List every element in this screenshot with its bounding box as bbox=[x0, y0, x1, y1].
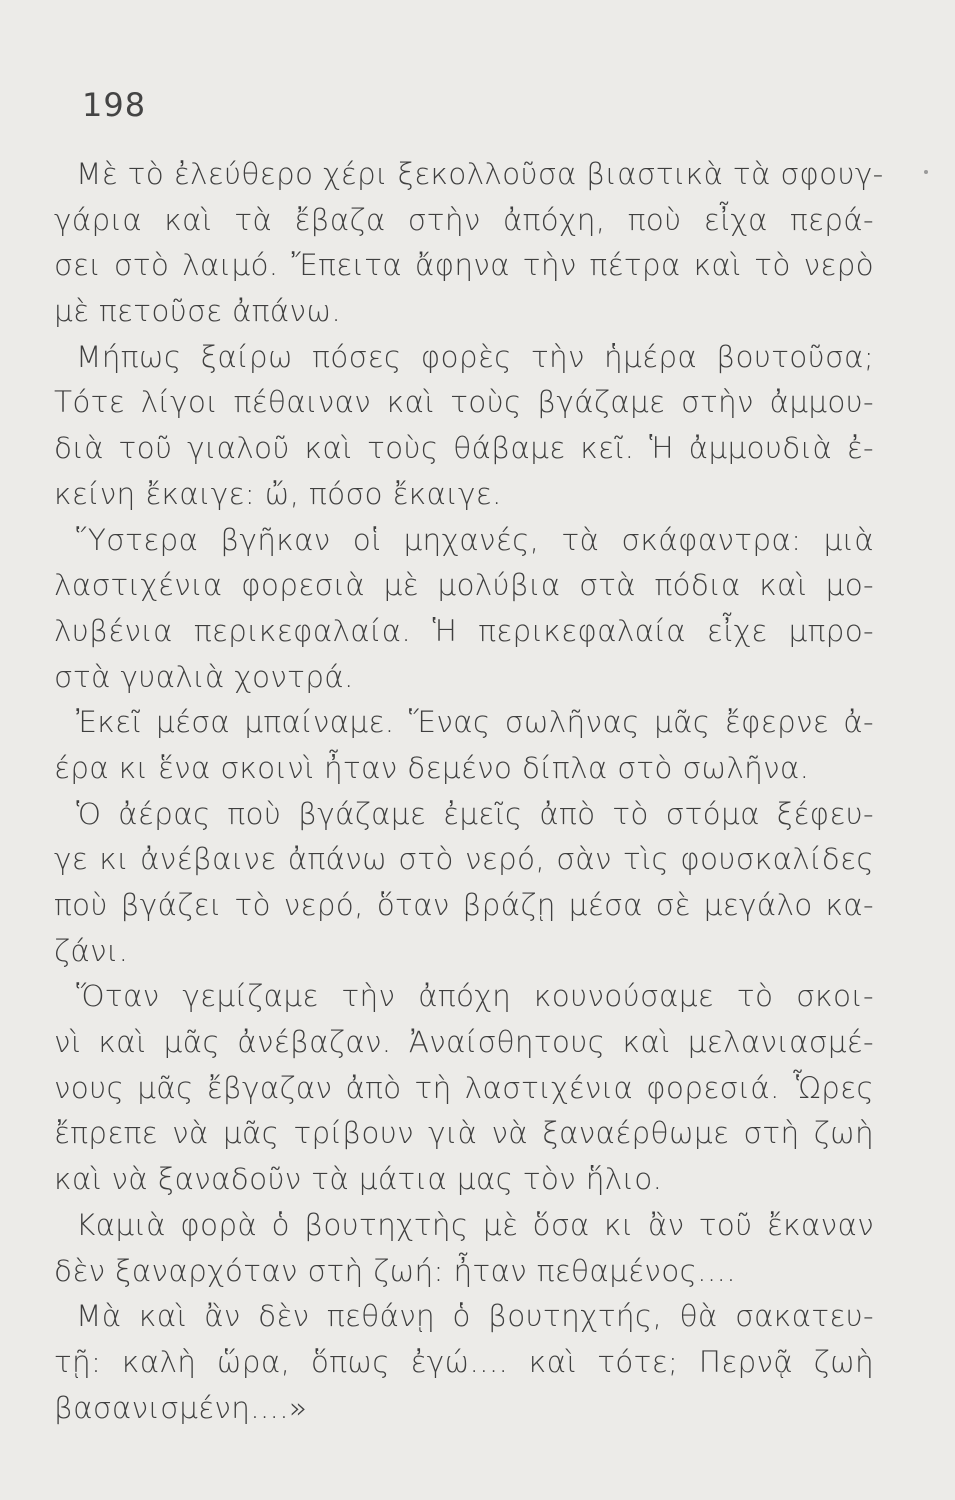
text-line: λαστιχένια φορεσιὰ μὲ μολύβια στὰ πόδια καὶ μο- bbox=[54, 568, 874, 603]
paper-speck bbox=[924, 170, 928, 174]
text-line: ἔπρεπε νὰ μᾶς τρίβουν γιὰ νὰ ξαναέρθωμε στὴ ζωὴ bbox=[54, 1116, 874, 1151]
text-line: κείνη ἔκαιγε: ὤ, πόσο ἔκαιγε. bbox=[54, 476, 502, 511]
text-line: έρα κι ἕνα σκοινὶ ἦταν δεμένο δίπλα στὸ σωλῆνα. bbox=[54, 750, 810, 785]
body-text bbox=[54, 152, 884, 1431]
text-line: Μὰ καὶ ἂν δὲν πεθάνῃ ὁ βουτηχτής, θὰ σακατευ- bbox=[76, 1299, 874, 1334]
text-line: Ἐκεῖ μέσα μπαίναμε. Ἕνας σωλῆνας μᾶς ἔφερνε ἀ- bbox=[76, 705, 874, 740]
text-line: Τότε λίγοι πέθαιναν καὶ τοὺς βγάζαμε στὴν ἀμμου- bbox=[54, 385, 874, 420]
text-line: στὰ γυαλιὰ χοντρά. bbox=[54, 659, 354, 694]
text-line: νους μᾶς ἔβγαζαν ἀπὸ τὴ λαστιχένια φορεσιά. Ὧρες bbox=[54, 1070, 874, 1105]
text-line: Καμιὰ φορὰ ὁ βουτηχτὴς μὲ ὅσα κι ἂν τοῦ ἔκαναν bbox=[76, 1207, 874, 1242]
text-line: καὶ νὰ ξαναδοῦν τὰ μάτια μας τὸν ἥλιο. bbox=[54, 1162, 663, 1197]
text-line: Μήπως ξαίρω πόσες φορὲς τὴν ἡμέρα βουτοῦσα; bbox=[76, 339, 874, 374]
text-line: ποὺ βγάζει τὸ νερό, ὅταν βράζῃ μέσα σὲ μεγάλο κα- bbox=[54, 888, 874, 922]
text-line: μὲ πετοῦσε ἀπάνω. bbox=[54, 294, 342, 329]
text-line: Ὕστερα βγῆκαν οἱ μηχανές, τὰ σκάφαντρα: μιὰ bbox=[76, 522, 874, 557]
text-line: Μὲ τὸ ἐλεύθερο χέρι ξεκολλοῦσα βιαστικὰ τὰ σφουγ- bbox=[76, 157, 884, 191]
text-line: γάρια καὶ τὰ ἔβαζα στὴν ἀπόχη, ποὺ εἶχα περά- bbox=[54, 202, 874, 237]
text-line: δὲν ξαναρχόταν στὴ ζωή: ἦταν πεθαμένος.... bbox=[54, 1253, 736, 1288]
text-line: ζάνι. bbox=[54, 933, 129, 968]
text-line: βασανισμένη....» bbox=[54, 1390, 308, 1425]
text-line: νὶ καὶ μᾶς ἀνέβαζαν. Ἀναίσθητους καὶ μελανιασμέ- bbox=[54, 1025, 874, 1060]
text-line: τῇ: καλὴ ὥρα, ὅπως ἐγώ.... καὶ τότε; Περνᾷ ζωὴ bbox=[54, 1344, 874, 1379]
text-line: σει στὸ λαιμό. Ἔπειτα ἄφηνα τὴν πέτρα καὶ τὸ νερὸ bbox=[54, 248, 874, 283]
text-line: γε κι ἀνέβαινε ἀπάνω στὸ νερό, σὰν τὶς φουσκαλίδες bbox=[54, 842, 874, 877]
page-number: 198 bbox=[82, 86, 147, 124]
text-line: λυβένια περικεφαλαία. Ἡ περικεφαλαία εἶχε μπρο- bbox=[54, 613, 874, 648]
text-line: Ὁ ἀέρας ποὺ βγάζαμε ἐμεῖς ἀπὸ τὸ στόμα ξέφευ- bbox=[76, 796, 874, 831]
text-line: διὰ τοῦ γιαλοῦ καὶ τοὺς θάβαμε κεῖ. Ἡ ἀμμουδιὰ ἐ- bbox=[54, 431, 874, 466]
text-line: Ὅταν γεμίζαμε τὴν ἀπόχη κουνούσαμε τὸ σκοι- bbox=[76, 979, 874, 1014]
